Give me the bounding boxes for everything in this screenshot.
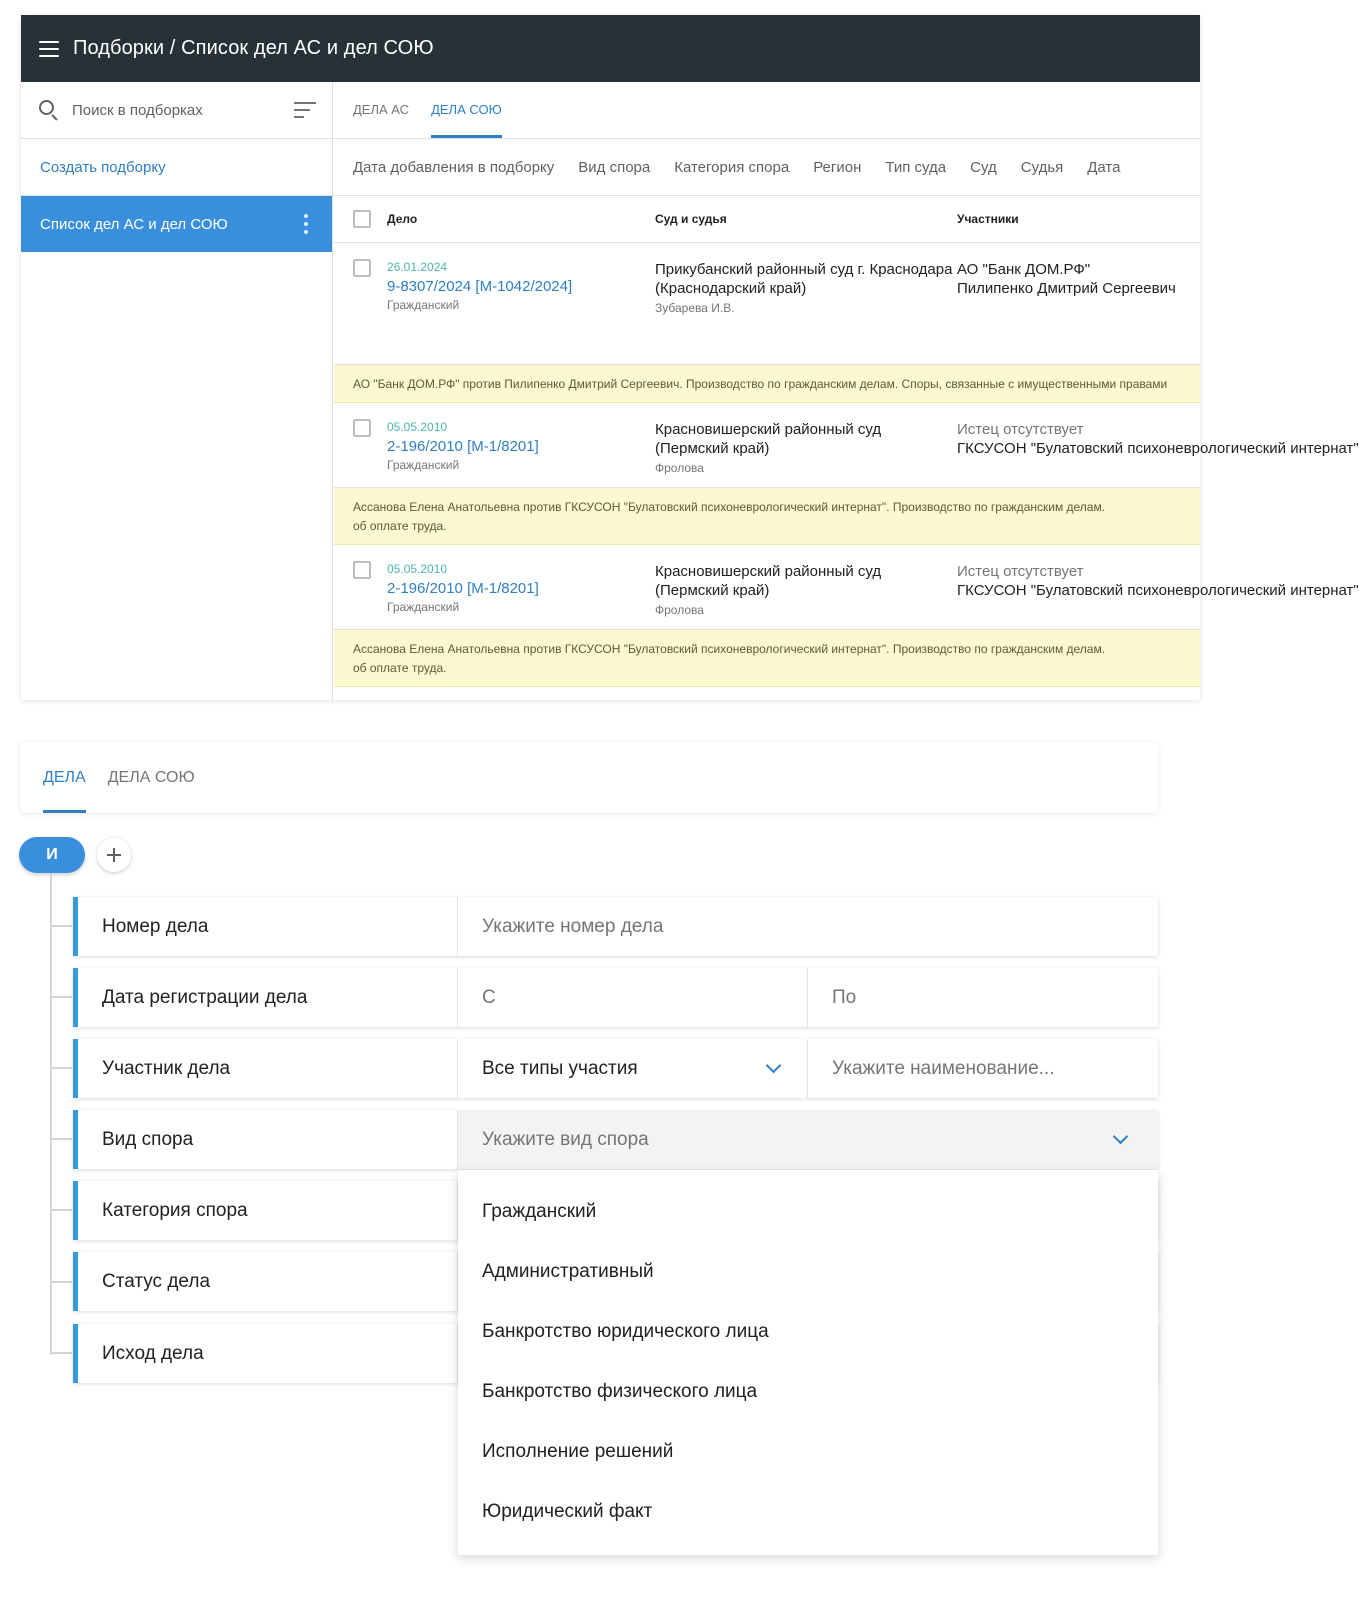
participant-defendant: ГКСУСОН "Булатовский психоневрологический интернат"	[957, 582, 1359, 599]
dropdown-option[interactable]: Банкротство юридического лица	[482, 1321, 769, 1342]
case-summary-line: Ассанова Елена Анатольевна против ГКСУСОН "Булатовский психоневрологический интернат". Производство по гражданским делам.	[353, 642, 1106, 656]
participant-defendant: ГКСУСОН "Булатовский психоневрологический интернат"	[957, 440, 1359, 457]
filter-dispute-category[interactable]: Категория спора	[674, 158, 790, 176]
dropdown-option[interactable]: Исполнение решений	[482, 1441, 674, 1462]
dispute-type-select[interactable]	[458, 1110, 1158, 1169]
filter-court[interactable]: Суд	[970, 158, 997, 176]
case-number-link[interactable]: 2-196/2010 [М-1/8201]	[387, 580, 539, 597]
cases-list	[334, 82, 1359, 700]
sort-icon[interactable]	[294, 102, 316, 118]
criterion-label: Вид спора	[78, 1110, 458, 1169]
logic-operator-button[interactable]: И	[19, 837, 85, 873]
case-date: 05.05.2010	[387, 562, 448, 576]
case-summary-line: об оплате труда.	[353, 519, 447, 533]
tab-cases[interactable]: ДЕЛА	[32, 742, 97, 813]
menu-icon[interactable]	[39, 41, 59, 57]
criterion-label: Номер дела	[78, 897, 458, 956]
court-name: Красновишерский районный суд (Пермский край)	[655, 421, 882, 457]
table-row[interactable]	[334, 545, 1359, 630]
criterion-label: Участник дела	[78, 1039, 458, 1098]
dispute-type-placeholder: Укажите вид спора	[482, 1128, 649, 1150]
row-checkbox[interactable]	[353, 419, 371, 437]
condition-tree-branch	[50, 1281, 72, 1283]
participant-plaintiff: АО "Банк ДОМ.РФ"	[957, 261, 1091, 278]
case-type: Гражданский	[387, 600, 460, 614]
case-number-link[interactable]: 9-8307/2024 [М-1042/2024]	[387, 278, 573, 295]
case-summary	[334, 488, 1200, 545]
filter-court-type[interactable]: Тип суда	[885, 158, 947, 176]
filter-region[interactable]: Регион	[813, 158, 862, 176]
participant-plaintiff: Истец отсутствует	[957, 421, 1084, 438]
dispute-type-dropdown	[458, 1170, 1158, 1555]
table-row[interactable]	[334, 403, 1359, 488]
participant-defendant: Пилипенко Дмитрий Сергеевич	[957, 280, 1176, 297]
condition-tree-branch	[50, 925, 72, 927]
collections-panel	[21, 15, 1359, 700]
court-name: Прикубанский районный суд г. Краснодара (Краснодарский край)	[655, 261, 953, 297]
chevron-down-icon	[766, 1058, 782, 1074]
app-header	[21, 15, 1200, 82]
judge-name: Зубарева И.В.	[655, 301, 735, 315]
more-vert-icon[interactable]	[304, 214, 308, 234]
page-title: Подборки / Список дел АС и дел СОЮ	[73, 37, 434, 59]
row-checkbox[interactable]	[353, 259, 371, 277]
search-tabs	[20, 742, 1158, 813]
dropdown-option[interactable]: Административный	[482, 1261, 654, 1282]
condition-tree-branch	[50, 1067, 72, 1069]
tab-cases-soyu[interactable]: ДЕЛА СОЮ	[107, 768, 195, 786]
collections-sidebar	[21, 82, 333, 700]
criterion-case-number	[73, 897, 1158, 956]
filter-judge[interactable]: Судья	[1020, 158, 1064, 176]
condition-tree-branch	[50, 1138, 72, 1140]
tab-cases-as[interactable]: ДЕЛА АС	[353, 102, 410, 117]
criterion-label: Статус дела	[78, 1252, 458, 1311]
criterion-registration-date	[73, 968, 1158, 1027]
dropdown-option[interactable]: Гражданский	[482, 1201, 597, 1222]
column-header-court[interactable]: Суд и судья	[655, 212, 727, 226]
dropdown-option[interactable]: Юридический факт	[482, 1501, 653, 1522]
criterion-participant	[73, 1039, 1158, 1098]
filter-dispute-type[interactable]: Вид спора	[578, 158, 651, 176]
table-row[interactable]	[334, 243, 1200, 365]
participation-type-value: Все типы участия	[482, 1057, 638, 1079]
judge-name: Фролова	[655, 603, 704, 617]
filter-added-date[interactable]: Дата добавления в подборку	[353, 158, 555, 176]
case-summary: АО "Банк ДОМ.РФ" против Пилипенко Дмитрий Сергеевич. Производство по гражданским делам. Споры, связанные с имущественными правами	[334, 365, 1200, 403]
tab-cases-soyu[interactable]: ДЕЛА СОЮ	[420, 81, 513, 138]
filter-date[interactable]: Дата	[1087, 158, 1121, 176]
sidebar-item-label: Список дел АС и дел СОЮ	[40, 215, 228, 233]
case-summary-line: Ассанова Елена Анатольевна против ГКСУСОН "Булатовский психоневрологический интернат". Производство по гражданским делам.	[353, 500, 1106, 514]
case-type: Гражданский	[387, 458, 460, 472]
criterion-label: Категория спора	[78, 1181, 458, 1240]
case-number-input[interactable]: Укажите номер дела	[482, 915, 664, 937]
date-to-input[interactable]: По	[832, 986, 857, 1008]
court-name: Красновишерский районный суд (Пермский край)	[655, 563, 882, 599]
judge-name: Фролова	[655, 461, 704, 475]
criterion-label: Исход дела	[78, 1324, 458, 1383]
case-date: 05.05.2010	[387, 420, 448, 434]
column-header-parties[interactable]: Участники	[957, 212, 1019, 226]
chevron-down-icon	[1113, 1129, 1129, 1145]
date-from-input[interactable]: С	[458, 968, 808, 1027]
condition-tree-branch	[50, 1352, 72, 1354]
dropdown-option[interactable]: Банкротство физического лица	[482, 1381, 758, 1402]
condition-tree-branch	[50, 1209, 72, 1211]
search-icon	[37, 98, 61, 122]
participant-name-input[interactable]: Укажите наименование...	[832, 1057, 1055, 1079]
sidebar-item-collection[interactable]	[21, 196, 332, 252]
case-summary	[334, 630, 1200, 687]
participant-plaintiff: Истец отсутствует	[957, 563, 1084, 580]
collections-search-input[interactable]	[72, 102, 294, 119]
column-header-case[interactable]: Дело	[387, 212, 418, 226]
condition-tree-branch	[50, 996, 72, 998]
row-checkbox[interactable]	[353, 561, 371, 579]
case-date: 26.01.2024	[387, 260, 448, 274]
criterion-dispute-type	[73, 1110, 1158, 1169]
table-header	[334, 196, 1200, 243]
case-summary-line: об оплате труда.	[353, 661, 447, 675]
select-all-checkbox[interactable]	[353, 210, 371, 228]
criterion-label: Дата регистрации дела	[78, 968, 458, 1027]
create-collection-link[interactable]: Создать подборку	[21, 139, 332, 196]
collections-search	[21, 82, 332, 139]
case-number-link[interactable]: 2-196/2010 [М-1/8201]	[387, 438, 539, 455]
participation-type-select[interactable]	[458, 1039, 808, 1098]
case-type: Гражданский	[387, 298, 460, 312]
cases-tabs	[334, 82, 1200, 139]
column-filters	[334, 139, 1200, 196]
add-condition-button[interactable]	[97, 838, 131, 872]
